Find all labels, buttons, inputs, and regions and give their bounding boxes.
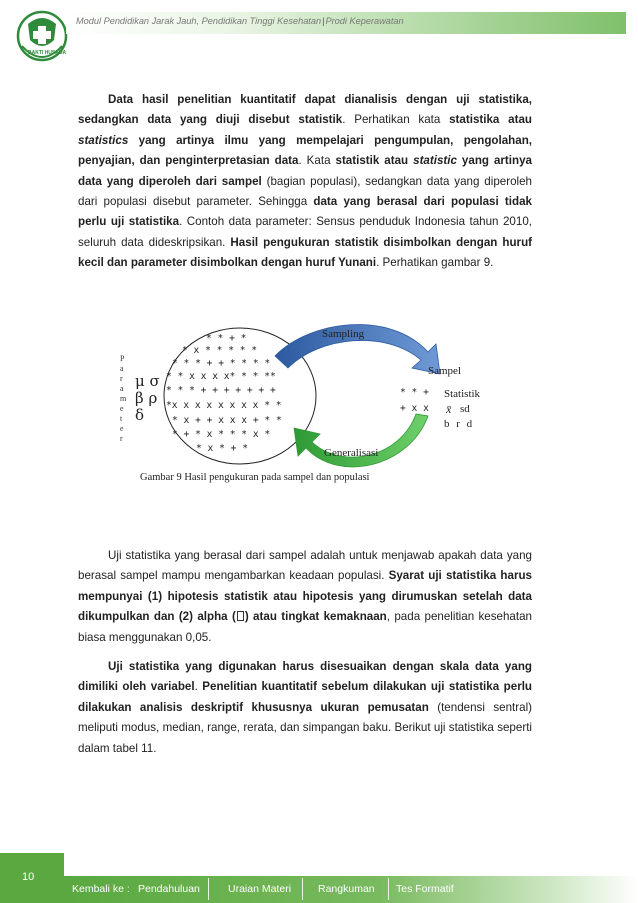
footer-kembali-label: Kembali ke : — [72, 883, 130, 895]
paragraph-2 — [78, 546, 532, 648]
param-letter-9: r — [120, 434, 123, 443]
p3-s3: Penelitian kuantitatif sebelum dilakukan uji statistika perlu dilakukan analisis deskriptif khususnya ukuran pemusatan — [78, 680, 533, 714]
statistik-sd: sd — [460, 403, 470, 415]
p2-s3: ) atau tingkat kemaknaan — [244, 610, 387, 624]
p1-s11: data yang berasal dari populasi tidak perlu uji statistika — [78, 195, 532, 229]
footer-divider — [302, 878, 303, 900]
param-letter-1: P — [120, 354, 125, 363]
p2-s1: Uji statistika yang berasal dari sampel adalah untuk menjawab apakah data yang berasal sampel mampu mengambarkan keadaan populasi. — [78, 549, 532, 583]
p1-s14: . Perhatikan gambar 9. — [376, 256, 494, 270]
nav-rangkuman[interactable]: Rangkuman — [318, 883, 375, 895]
greek-delta: δ — [135, 406, 145, 424]
figure-caption: Gambar 9 Hasil pengukuran pada sampel dan populasi — [140, 472, 370, 483]
population-row-9: * x * + * — [196, 443, 248, 454]
figure-9 — [110, 316, 550, 494]
p1-s10: (bagian populasi), sedangkan data yang diperoleh dari populasi disebut parameter. Sehingga — [78, 174, 532, 209]
param-letter-4: a — [120, 384, 124, 393]
header-title-right: Prodi Keperawatan — [325, 16, 404, 26]
param-letter-2: a — [120, 364, 124, 373]
p1-s9: yang artinya data yang diperoleh dari sampel — [78, 154, 532, 188]
alpha-symbol-box — [237, 611, 244, 621]
p2-s4: , pada penelitian kesehatan biasa menggunakan 0,05. — [78, 610, 532, 644]
generalisasi-label: Generalisasi — [324, 447, 379, 459]
p3-s4: (tendensi sentral) meliputi modus, median, range, rerata, dan simpangan baku. Berikut uji statistika seperti dalam tabel 11. — [78, 700, 533, 755]
sample-row-2: + x x — [400, 403, 429, 414]
p1-s1: Data hasil penelitian kuantitatif dapat dianalisis dengan uji statistika, sedangkan data yang diuji disebut statistik — [78, 93, 532, 127]
logo-text: BAKTI HUSADA — [28, 50, 67, 56]
statistik-label: Statistik — [444, 388, 481, 400]
population-row-2: * x * * * * * — [182, 345, 258, 356]
param-letter-3: r — [120, 374, 123, 383]
greek-beta-rho: β ρ — [135, 389, 158, 407]
population-row-6: *x x x x x x x x * * — [166, 400, 282, 411]
sample-row-1: * * + — [400, 387, 429, 398]
paragraph-3 — [78, 657, 532, 759]
p1-s6: . Kata — [298, 154, 336, 168]
statistik-xbar: x̄ — [446, 402, 452, 416]
param-letter-6: e — [120, 404, 124, 413]
page-number: 10 — [22, 871, 35, 883]
p1-s5: yang artinya ilmu yang mempelajari pengumpulan, pengolahan, penyajian, dan penginterpretasian data — [78, 133, 532, 168]
p3-s2: . — [194, 680, 203, 694]
population-row-7: * x + + x x x + * * — [172, 415, 282, 426]
p1-s4: statistics — [78, 133, 129, 147]
header-title — [76, 16, 404, 26]
statistik-brd: b r d — [444, 418, 475, 430]
footer-divider — [208, 878, 209, 900]
p1-s13: Hasil pengukuran statistik disimbolkan dengan huruf kecil dan parameter disimbolkan dengan huruf Yunani — [78, 235, 533, 270]
p1-s2: . Perhatikan kata — [342, 113, 450, 127]
param-letter-7: t — [120, 414, 123, 423]
population-row-1: * * + * — [206, 333, 247, 344]
p2-s2: Syarat uji statistika harus mempunyai (1) hipotesis statistik atau hipotesis yang dirumuskan setelah data dikumpulkan dan (2) alpha ( — [78, 569, 532, 624]
p1-s7: statistik atau — [335, 154, 414, 168]
nav-uraian-materi[interactable]: Uraian Materi — [228, 883, 292, 895]
param-letter-8: e — [120, 424, 124, 433]
sampling-label: Sampling — [322, 328, 365, 340]
population-row-5: * * * + + + + + + + — [166, 385, 276, 396]
footer-divider — [388, 878, 389, 900]
p1-s8: statistic — [413, 154, 457, 168]
p3-s1: Uji statistika yang digunakan harus disesuaikan dengan skala data yang dimiliki oleh variabel — [78, 660, 532, 694]
nav-tes-formatif[interactable]: Tes Formatif — [396, 883, 454, 895]
nav-pendahuluan[interactable]: Pendahuluan — [138, 883, 200, 895]
kemenkes-logo — [14, 6, 70, 70]
paragraph-1 — [78, 90, 532, 274]
header-title-left: Modul Pendidikan Jarak Jauh, Pendidikan Tinggi Kesehatan — [76, 16, 322, 26]
population-row-4: * * x x x x* * * ** — [166, 371, 276, 382]
population-row-3: * * * + + * * * * — [172, 358, 271, 369]
greek-mu-sigma: μ σ — [135, 372, 160, 390]
p1-s12: . Contoh data parameter: Sensus penduduk Indonesia tahun 2010, seluruh data dideskripsikan. — [78, 215, 532, 249]
population-row-8: * + * x * * * x * — [172, 429, 271, 440]
param-letter-5: m — [120, 394, 127, 403]
p1-s3: statistika atau — [449, 113, 532, 127]
sampel-label: Sampel — [428, 365, 461, 377]
header-separator: | — [322, 16, 325, 26]
